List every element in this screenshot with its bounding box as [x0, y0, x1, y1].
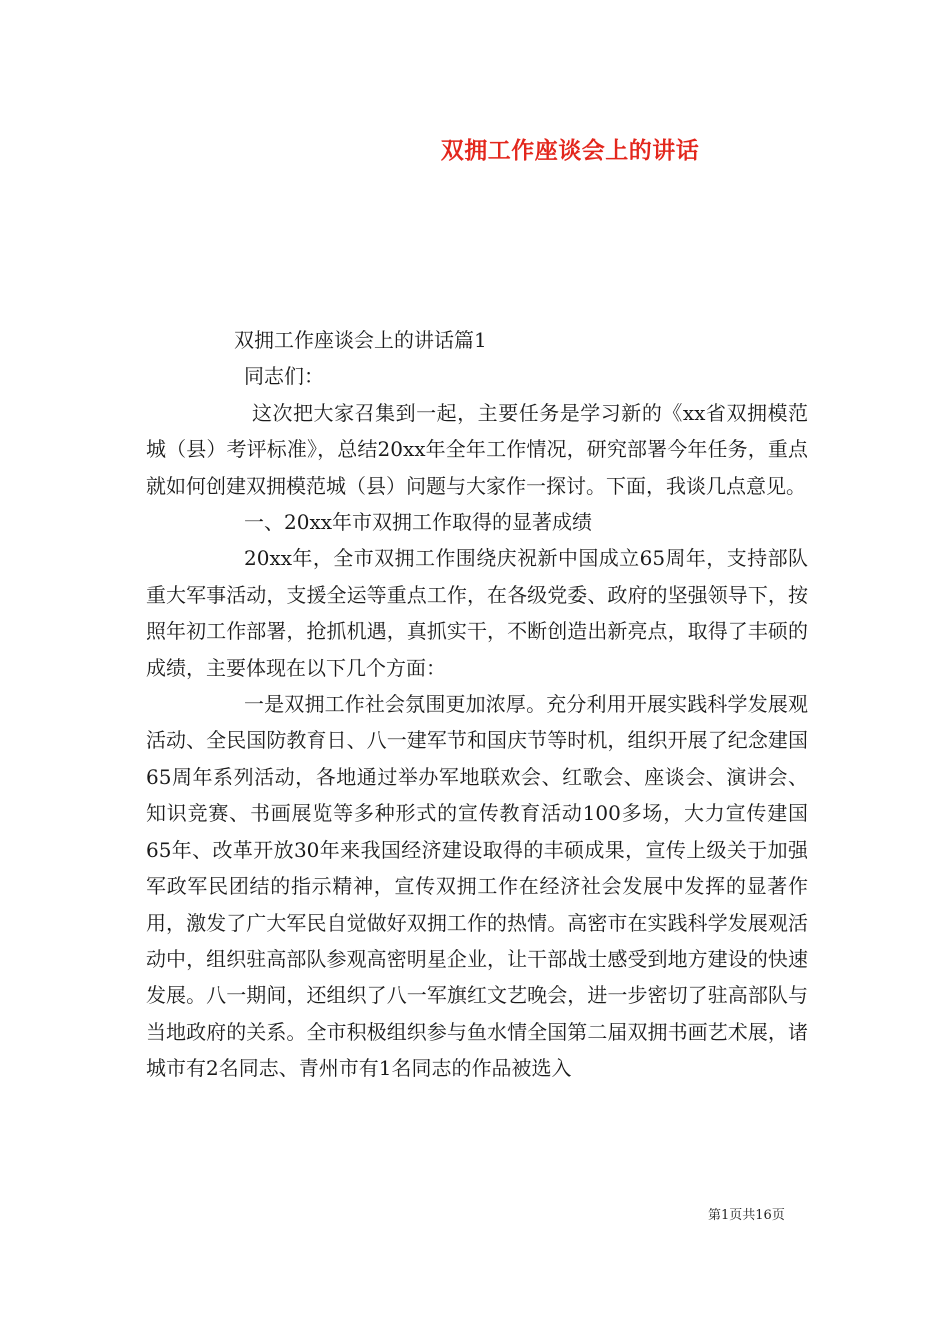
subsection-heading: 一、20xx年市双拥工作取得的显著成绩	[244, 510, 593, 535]
salutation: 同志们：	[244, 364, 324, 389]
section-heading: 双拥工作座谈会上的讲话篇1	[234, 328, 487, 352]
paragraph-intro: 这次把大家召集到一起，主要任务是学习新的《xx省双拥模范城（县）考评标准》，总结20xx年全年工作情况，研究部署今年任务，重点就如何创建双拥模范城（县）问题与大家作一探讨。下面，我谈几点意见。	[146, 400, 808, 498]
paragraph-point-one: 一是双拥工作社会氛围更加浓厚。充分利用开展实践科学发展观活动、全民国防教育日、八一建军节和国庆节等时机，组织开展了纪念建国65周年系列活动，各地通过举办军地联欢会、红歌会、座谈会、演讲会、知识竞赛、书画展览等多种形式的宣传教育活动100多场，大力宣传建国65年、改革开放30年来我国经济建设取得的丰硕成果，宣传上级关于加强军政军民团结的指示精神，宣传双拥工作在经济社会发展中发挥的显著作用，激发了广大军民自觉做好双拥工作的热情。高密市在实践科学发展观活动中，组织驻高部队参观高密明星企业，让干部战士感受到地方建设的快速发展。八一期间，还组织了八一军旗红文艺晚会，进一步密切了驻高部队与当地政府的关系。全市积极组织参与鱼水情全国第二届双拥书画艺术展，诸城市有2名同志、青州市有1名同志的作品被选入	[146, 692, 808, 1081]
document-title: 双拥工作座谈会上的讲话	[440, 137, 700, 164]
paragraph-overview: 20xx年，全市双拥工作围绕庆祝新中国成立65周年，支持部队重大军事活动，支援全运等重点工作，在各级党委、政府的坚强领导下，按照年初工作部署，抢抓机遇，真抓实干，不断创造出新亮点，取得了丰硕的成绩，主要体现在以下几个方面：	[146, 546, 808, 680]
document-body	[146, 322, 808, 1087]
page-number: 第1页共16页	[708, 1208, 785, 1223]
